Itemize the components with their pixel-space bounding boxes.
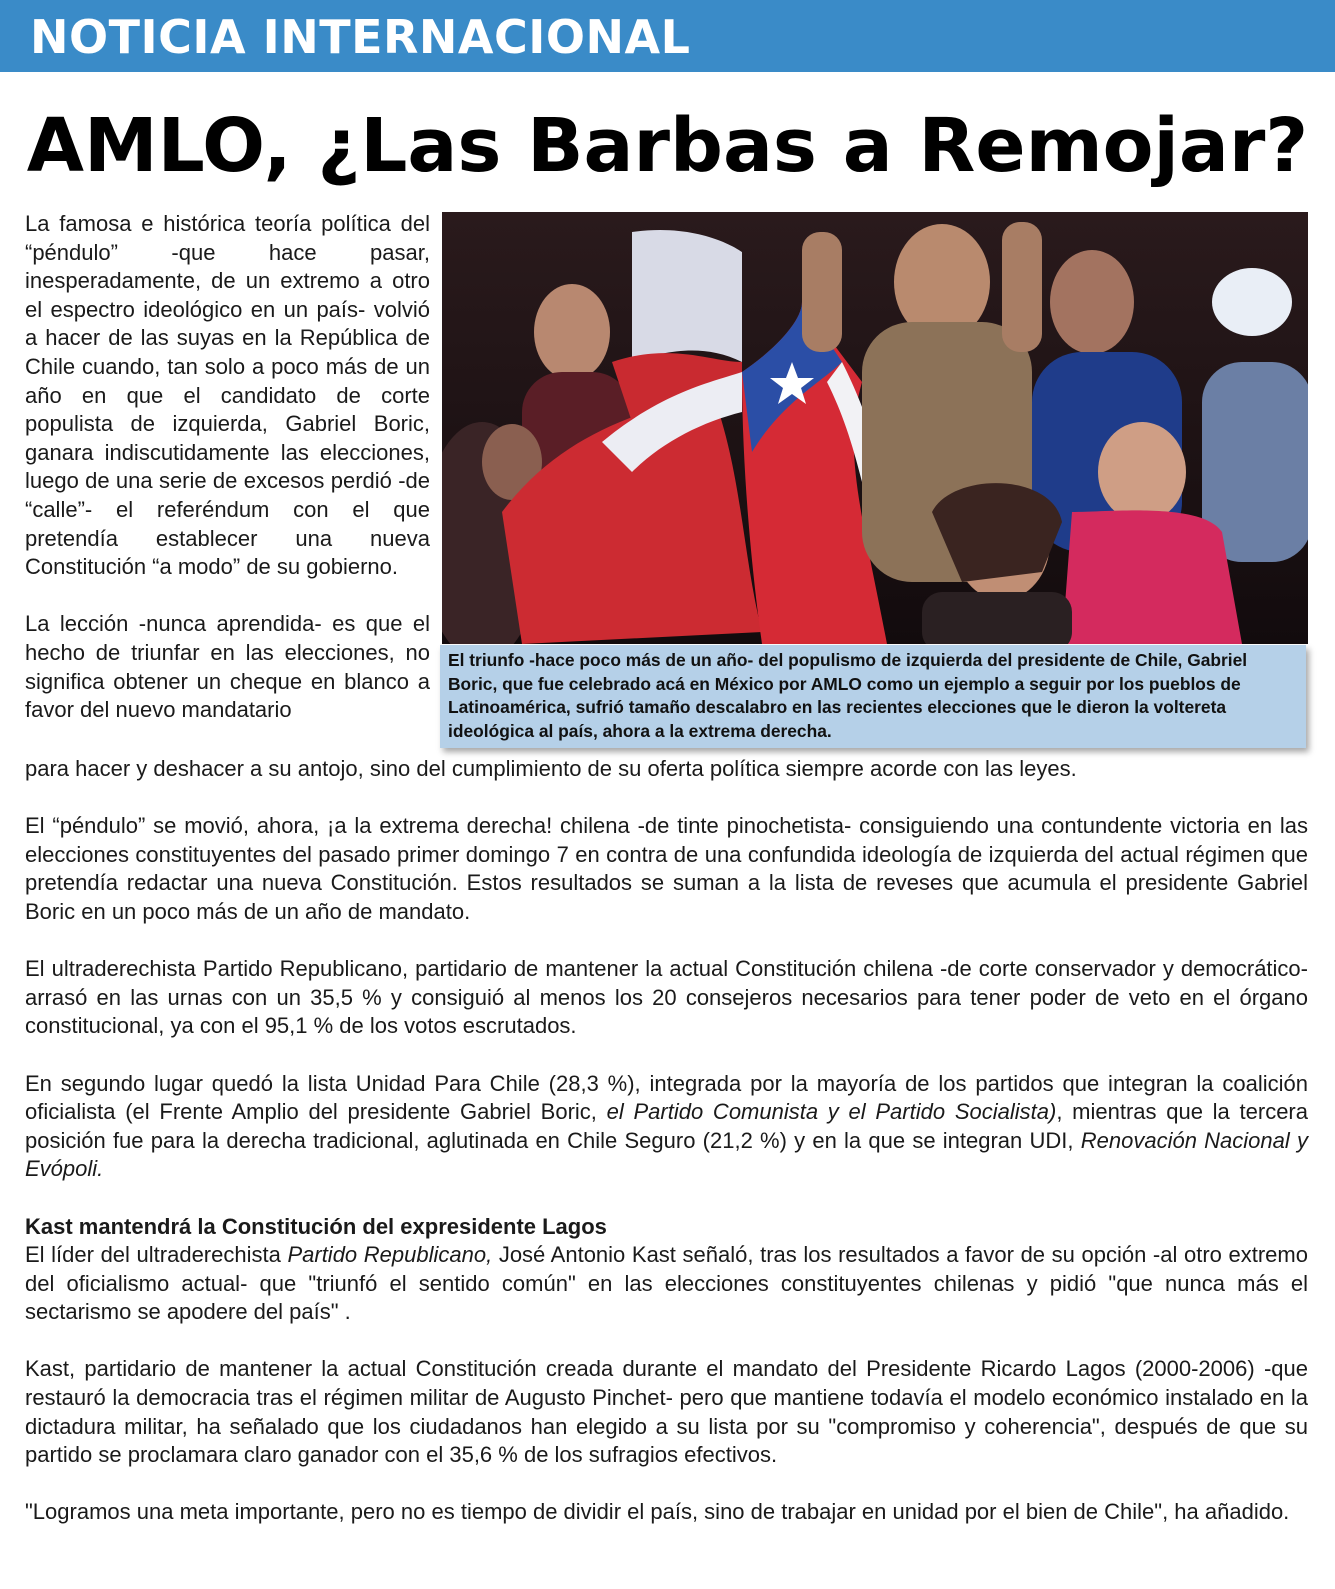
p5-italic-parties-2: Renovación Nacional y Evópoli. (25, 1127, 1308, 1182)
p6-text-a: El líder del ultraderechista (25, 1242, 281, 1268)
headline: AMLO, ¿Las Barbas a Remojar? (26, 103, 1309, 189)
intro-paragraph-2: La lección -nunca aprendida- es que el hecho de triunfar en las elecciones, no significa obtener un cheque en blanco a favor del nuevo mandatario (25, 611, 430, 723)
p5-text-a: En segundo lugar quedó la lista Unidad Para Chile (28,3 %), integrada por la mayoría de los partidos que integran la coalición oficialista (el Frente Amplio del presidente Gabriel Boric, (25, 1070, 1308, 1125)
p5-text-c: , mientras que la tercera posición fue para la derecha tradicional, aglutinada en Chile Seguro (21,2 %) y en la que se integran UDI, (25, 1099, 1308, 1153)
article-body (25, 755, 1308, 1527)
rally-photo (442, 212, 1308, 644)
subheading: Kast mantendrá la Constitución del expresidente Lagos (25, 1213, 607, 1239)
intro-column (25, 210, 430, 725)
section-label: NOTICIA INTERNACIONAL (30, 10, 691, 64)
body-paragraph-8: "Logramos una meta importante, pero no es tiempo de dividir el país, sino de trabajar en unidad por el bien de Chile", ha añadido. (25, 1499, 1290, 1525)
body-paragraph-7: Kast, partidario de mantener la actual Constitución creada durante el mandato del Presidente Ricardo Lagos (2000-2006) -que restauró la democracia tras el régimen militar de Augusto Pinchet- pero que mantiene todavía el modelo económico instalado en la dictadura militar, ha señalado que los ciudadanos han elegido a su lista por su "compromiso y coherencia", después de que su partido se proclamara claro ganador con el 35,6 % de los sufragios efectivos. (25, 1356, 1308, 1468)
intro-paragraph-2-continued: para hacer y deshacer a su antojo, sino del cumplimiento de su oferta política siempre acorde con las leyes. (25, 756, 1077, 781)
intro-paragraph-1: La famosa e histórica teoría política del “péndulo” -que hace pasar, inesperadamente, de un extremo a otro el espectro ideológico en un país- volvió a hacer de las suyas en la República de Chile cuando, tan solo a poco más de un año en que el candidato de corte populista de izquierda, Gabriel Boric, ganara indiscutidamente las elecciones, luego de una serie de excesos perdió -de “calle”- el referéndum con el que pretendía establecer una nueva Constitución “a modo” de su gobierno. (25, 211, 430, 580)
section-banner (0, 0, 1335, 72)
body-paragraph-6 (25, 1241, 1308, 1327)
p5-italic-parties: el Partido Comunista y el Partido Socialista) (606, 1099, 1057, 1125)
body-paragraph-4: El ultraderechista Partido Republicano, partidario de mantener la actual Constitución chilena -de corte conservador y democrático- arrasó en las urnas con un 35,5 % y consiguió al menos los 20 consejeros necesarios para tener poder de veto en el órgano constitucional, ya con el 95,1 % de los votos escrutados. (25, 956, 1308, 1039)
body-paragraph-3: El “péndulo” se movió, ahora, ¡a la extrema derecha! chilena -de tinte pinochetista- consiguiendo una contundente victoria en las elecciones constituyentes del pasado primer domingo 7 en contra de una confundida ideología de izquierda del actual régimen que pretendía redactar una nueva Constitución. Estos resultados se suman a la lista de reveses que acumula el presidente Gabriel Boric en un poco más de un año de mandato. (25, 813, 1308, 924)
p6-italic-party: Partido Republicano, (287, 1242, 493, 1268)
p6-text-c: José Antonio Kast señaló, tras los resultados a favor de su opción -al otro extremo del oficialismo actual- que "triunfó el sentido común" en las elecciones constituyentes chilenas y pidió "que nunca más el sectarismo se apodere del país" . (25, 1242, 1308, 1325)
crowd-illustration (442, 212, 1308, 644)
body-paragraph-5 (25, 1070, 1308, 1184)
photo-caption: El triunfo -hace poco más de un año- del populismo de izquierda del presidente de Chile, Gabriel Boric, que fue celebrado acá en México por AMLO como un ejemplo a seguir por los pueblos de Latinoamérica, sufrió tamaño descalabro en las recientes elecciones que le dieron la voltereta ideológica al país, ahora a la extrema derecha. (440, 645, 1306, 748)
